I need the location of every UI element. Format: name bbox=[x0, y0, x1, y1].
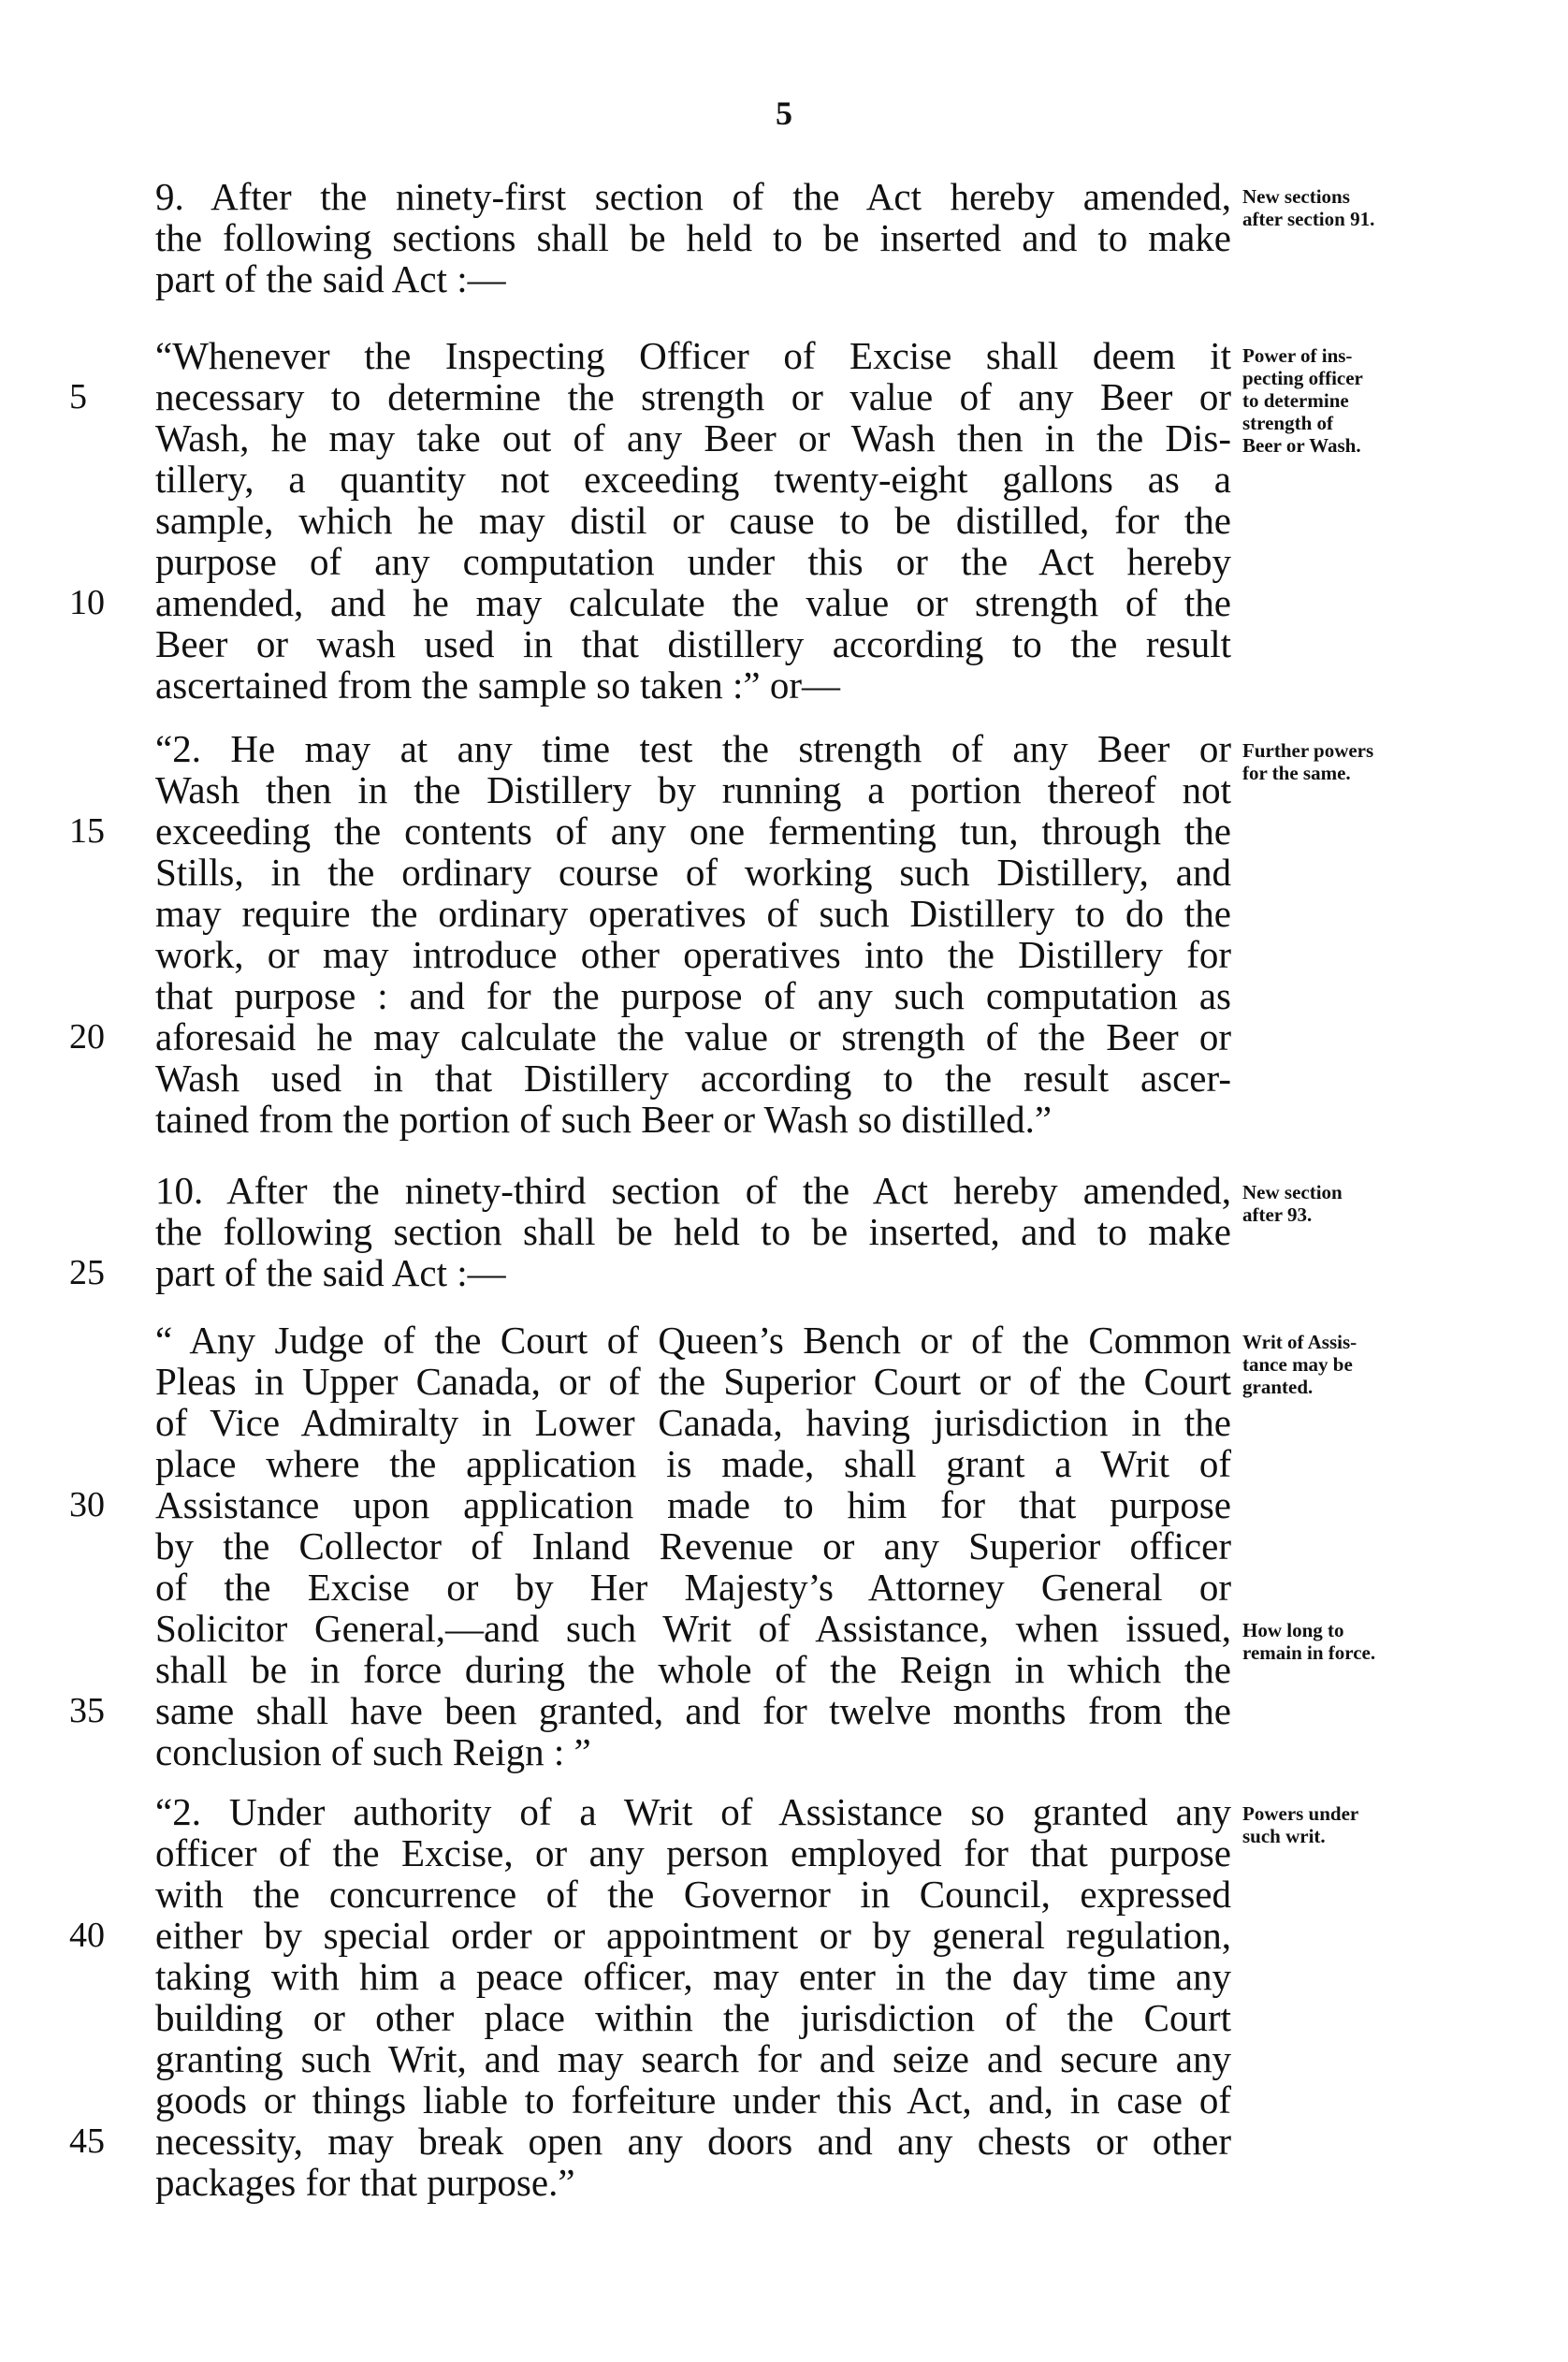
text-line: the following section shall be held to be inserted, and to make bbox=[155, 1210, 1231, 1253]
text-line: of Vice Admiralty in Lower Canada, having jurisdiction in the bbox=[155, 1401, 1231, 1444]
page-number: 5 bbox=[776, 95, 792, 132]
text-line: Solicitor General,—and such Writ of Assistance, when issued, bbox=[155, 1607, 1231, 1650]
line-number: 20 bbox=[69, 1017, 105, 1057]
text-line: shall be in force during the whole of the Reign in which the bbox=[155, 1648, 1231, 1691]
text-line: building or other place within the jurisdiction of the Court bbox=[155, 1996, 1231, 2039]
text-line: ascertained from the sample so taken :” or— bbox=[155, 663, 841, 707]
line-number: 15 bbox=[69, 811, 105, 851]
text-line: aforesaid he may calculate the value or strength of the Beer or bbox=[155, 1015, 1231, 1058]
text-line: granting such Writ, and may search for and seize and secure any bbox=[155, 2037, 1231, 2080]
text-line: Wash, he may take out of any Beer or Wash then in the Dis- bbox=[155, 416, 1231, 459]
text-line: the following sections shall be held to be inserted and to make bbox=[155, 216, 1231, 259]
text-line: tained from the portion of such Beer or Wash so distilled.” bbox=[155, 1098, 1053, 1141]
text-line: 9. After the ninety-first section of the Act hereby amended, bbox=[155, 175, 1231, 218]
text-line: sample, which he may distil or cause to be distilled, for the bbox=[155, 499, 1231, 542]
text-line: “2. Under authority of a Writ of Assistance so granted any bbox=[155, 1790, 1231, 1833]
text-line: may require the ordinary operatives of such Distillery to do the bbox=[155, 892, 1231, 935]
text-line: with the concurrence of the Governor in Council, expressed bbox=[155, 1873, 1231, 1916]
text-line: Wash used in that Distillery according to the result ascer- bbox=[155, 1057, 1231, 1100]
text-line: part of the said Act :— bbox=[155, 1251, 506, 1294]
text-line: goods or things liable to forfeiture under this Act, and, in case of bbox=[155, 2078, 1231, 2121]
text-line: exceeding the contents of any one fermenting tun, through the bbox=[155, 809, 1231, 853]
margin-note: Powers under such writ. bbox=[1242, 1802, 1359, 1847]
text-line: purpose of any computation under this or the Act hereby bbox=[155, 540, 1231, 583]
line-number: 10 bbox=[69, 583, 105, 622]
text-line: Wash then in the Distillery by running a portion thereof not bbox=[155, 768, 1231, 811]
line-number: 35 bbox=[69, 1691, 105, 1730]
margin-note: New sections after section 91. bbox=[1242, 185, 1375, 230]
text-line: necessity, may break open any doors and any chests or other bbox=[155, 2120, 1231, 2163]
line-number: 30 bbox=[69, 1485, 105, 1524]
text-line: officer of the Excise, or any person employed for that purpose bbox=[155, 1831, 1231, 1874]
margin-note: Further powers for the same. bbox=[1242, 739, 1374, 784]
text-line: either by special order or appointment or by general regulation, bbox=[155, 1914, 1231, 1957]
text-line: that purpose : and for the purpose of any such computation as bbox=[155, 974, 1231, 1017]
text-line: tillery, a quantity not exceeding twenty-eight gallons as a bbox=[155, 458, 1231, 501]
text-line: “ Any Judge of the Court of Queen’s Bench or of the Common bbox=[155, 1319, 1231, 1362]
line-number: 45 bbox=[69, 2121, 105, 2161]
margin-note: Power of ins- pecting officer to determine strength of Beer or Wash. bbox=[1242, 344, 1363, 457]
line-number: 25 bbox=[69, 1253, 105, 1292]
text-line: Beer or wash used in that distillery according to the result bbox=[155, 622, 1231, 665]
line-number: 5 bbox=[69, 377, 87, 416]
text-line: same shall have been granted, and for twelve months from the bbox=[155, 1689, 1231, 1732]
margin-note: Writ of Assis- tance may be granted. bbox=[1242, 1331, 1357, 1398]
text-line: taking with him a peace officer, may enter in the day time any bbox=[155, 1955, 1231, 1998]
text-line: of the Excise or by Her Majesty’s Attorney General or bbox=[155, 1566, 1231, 1609]
text-line: Assistance upon application made to him for that purpose bbox=[155, 1483, 1231, 1526]
text-line: 10. After the ninety-third section of the Act hereby amended, bbox=[155, 1169, 1231, 1212]
text-line: Stills, in the ordinary course of working such Distillery, and bbox=[155, 851, 1231, 894]
text-line: packages for that purpose.” bbox=[155, 2161, 575, 2204]
line-number: 40 bbox=[69, 1916, 105, 1955]
text-line: “Whenever the Inspecting Officer of Excise shall deem it bbox=[155, 334, 1231, 377]
text-line: “2. He may at any time test the strength of any Beer or bbox=[155, 727, 1231, 770]
text-line: place where the application is made, shall grant a Writ of bbox=[155, 1442, 1231, 1485]
text-line: necessary to determine the strength or value of any Beer or bbox=[155, 375, 1231, 418]
text-line: work, or may introduce other operatives into the Distillery for bbox=[155, 933, 1231, 976]
text-line: part of the said Act :— bbox=[155, 257, 506, 300]
margin-note: How long to remain in force. bbox=[1242, 1619, 1376, 1664]
text-line: by the Collector of Inland Revenue or any Superior officer bbox=[155, 1524, 1231, 1567]
text-line: amended, and he may calculate the value or strength of the bbox=[155, 581, 1231, 624]
text-line: Pleas in Upper Canada, or of the Superior Court or of the Court bbox=[155, 1360, 1231, 1403]
margin-note: New section after 93. bbox=[1242, 1181, 1343, 1226]
text-line: conclusion of such Reign : ” bbox=[155, 1730, 591, 1773]
